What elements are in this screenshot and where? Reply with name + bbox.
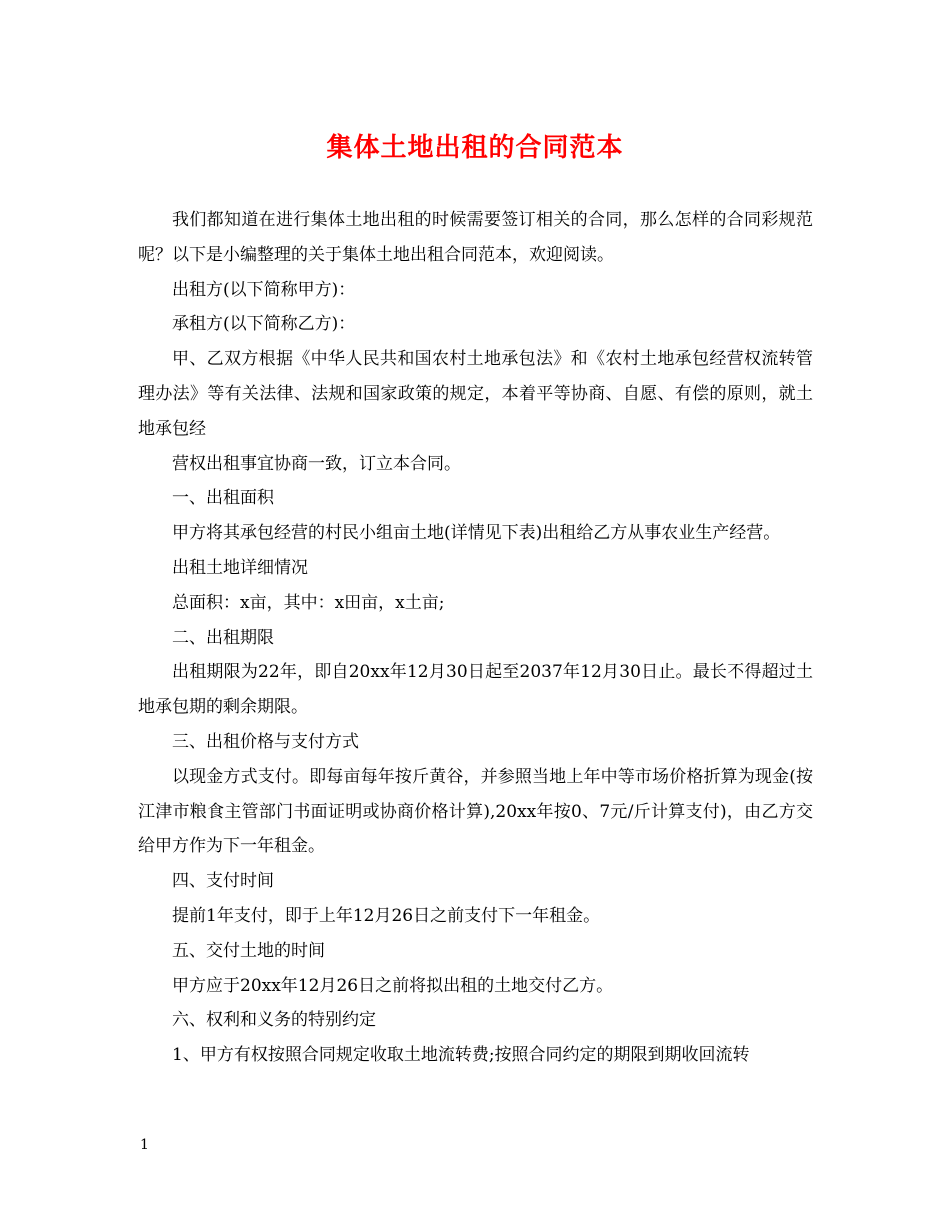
section-heading: 四、支付时间	[172, 871, 274, 892]
body-paragraph: 甲方应于20xx年12月26日之前将拟出租的土地交付乙方。	[172, 975, 614, 996]
body-paragraph: 甲、乙双方根据《中华人民共和国农村土地承包法》和《农村土地承包经营权流转管理办法》等有关法律、法规和国家政策的规定，本着平等协商、自愿、有偿的原则，就土地承包经	[138, 349, 813, 439]
page-number: 1	[140, 1137, 149, 1153]
body-paragraph: 提前1年支付，即于上年12月26日之前支付下一年租金。	[172, 905, 601, 926]
body-paragraph: 承租方(以下简称乙方)：	[172, 314, 356, 335]
document-title: 集体土地出租的合同范本	[326, 133, 624, 163]
body-paragraph: 我们都知道在进行集体土地出租的时候需要签订相关的合同，那么怎样的合同彩规范呢？以下是小编整理的关于集体土地出租合同范本，欢迎阅读。	[138, 210, 813, 265]
section-heading: 一、出租面积	[172, 488, 274, 509]
body-paragraph: 甲方将其承包经营的村民小组亩土地(详情见下表)出租给乙方从事农业生产经营。	[172, 523, 781, 544]
body-paragraph: 出租期限为22年，即自20xx年12月30日起至2037年12月30日止。最长不得超过土地承包期的剩余期限。	[138, 662, 813, 718]
body-paragraph: 以现金方式支付。即每亩每年按斤黄谷，并参照当地上年中等市场价格折算为现金(按江津市粮食主管部门书面证明或协商价格计算),20xx年按0、7元/斤计算支付)，由乙方交给甲方作为下一年租金。	[138, 766, 813, 857]
section-heading: 二、出租期限	[172, 627, 274, 648]
body-paragraph: 总面积：x亩，其中：x田亩，x土亩;	[172, 592, 445, 613]
section-heading: 五、交付土地的时间	[172, 940, 325, 961]
section-heading: 六、权利和义务的特别约定	[172, 1010, 376, 1031]
document-body	[138, 203, 813, 1073]
body-paragraph: 营权出租事宜协商一致，订立本合同。	[172, 453, 461, 474]
body-paragraph: 1、甲方有权按照合同规定收取土地流转费;按照合同约定的期限到期收回流转	[172, 1045, 750, 1066]
body-paragraph: 出租方(以下简称甲方)：	[172, 279, 356, 300]
body-paragraph: 出租土地详细情况	[172, 557, 308, 578]
section-heading: 三、出租价格与支付方式	[172, 731, 359, 752]
